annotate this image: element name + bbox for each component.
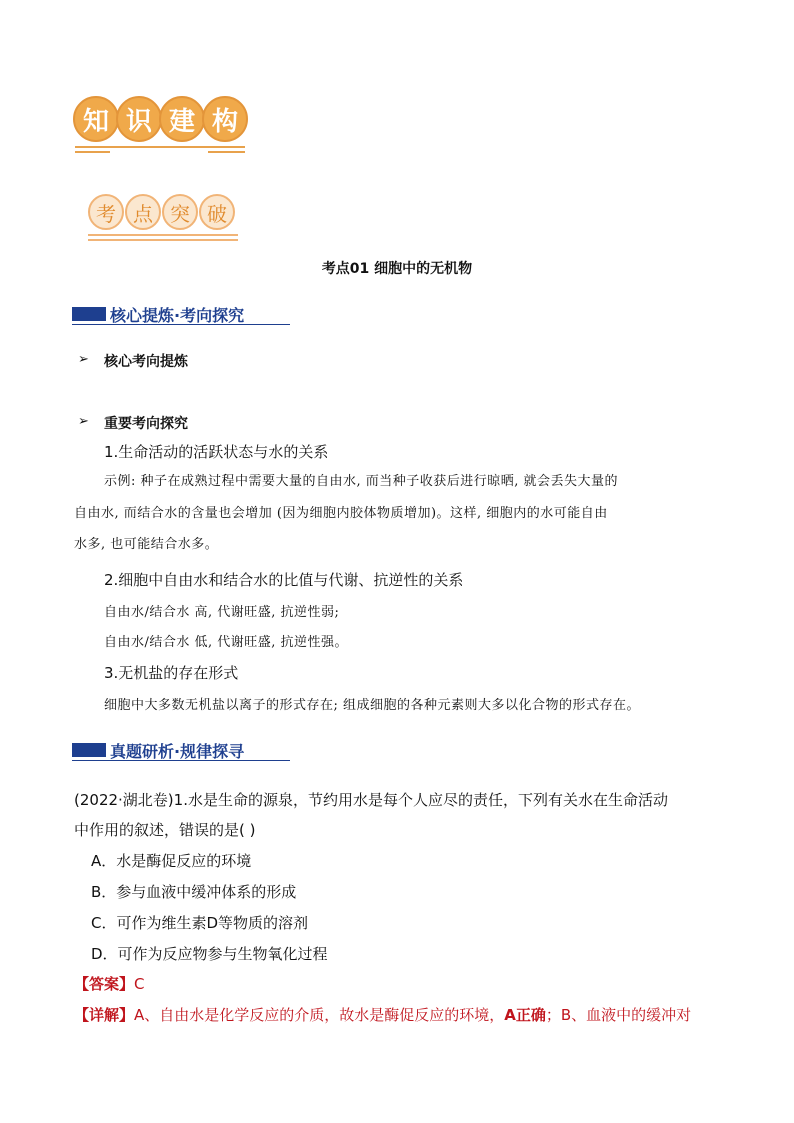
paragraph-line: 自由水, 而结合水的含量也会增加 (因为细胞内胶体物质增加)。这样, 细胞内的水可能自由 <box>74 506 608 521</box>
banner-char: 建 <box>159 96 205 142</box>
paragraph-line: 细胞中大多数无机盐以离子的形式存在; 组成细胞的各种元素则大多以化合物的形式存在。 <box>104 698 641 713</box>
arrow-bullet-icon: ➢ <box>78 414 89 429</box>
question-line: 中作用的叙述，错误的是( ) <box>74 821 256 839</box>
section-underline <box>72 324 290 325</box>
banner-char: 识 <box>116 96 162 142</box>
explain-text: A、自由水是化学反应的介质，故水是酶促反应的环境， <box>134 1006 505 1024</box>
banner-char: 点 <box>125 194 161 230</box>
banner-underline <box>75 151 110 153</box>
bullet-core: 核心考向提炼 <box>104 354 188 370</box>
banner-underline <box>208 151 245 153</box>
answer-label: 【答案】 <box>74 975 135 993</box>
question-line: (2022·湖北卷)1.水是生命的源泉，节约用水是每个人应尽的责任，下列有关水在生命活动 <box>74 791 668 809</box>
section-header-core <box>72 303 290 325</box>
knowledge-banner <box>73 96 248 156</box>
section-bar <box>72 743 106 757</box>
item1-title: 1.生命活动的活跃状态与水的关系 <box>104 443 329 461</box>
bullet-important: 重要考向探究 <box>104 416 188 432</box>
section-title: 核心提炼·考向探究 <box>110 306 245 325</box>
item3-title: 3.无机盐的存在形式 <box>104 664 239 682</box>
section-underline <box>72 760 290 761</box>
banner-char: 突 <box>162 194 198 230</box>
paragraph-line: 水多, 也可能结合水多。 <box>74 537 219 552</box>
banner-char: 破 <box>199 194 235 230</box>
paragraph-line: 自由水/结合水 高, 代谢旺盛, 抗逆性弱; <box>104 605 340 620</box>
explain-row <box>74 1004 691 1025</box>
section-title: 真题研析·规律探寻 <box>110 742 245 761</box>
option-d: D．可作为反应物参与生物氧化过程 <box>91 945 328 963</box>
paragraph-line: 自由水/结合水 低, 代谢旺盛, 抗逆性强。 <box>104 635 349 650</box>
item2-title: 2.细胞中自由水和结合水的比值与代谢、抗逆性的关系 <box>104 571 464 589</box>
banner-underline <box>75 146 245 148</box>
banner-underline <box>88 239 238 241</box>
option-c: C．可作为维生素D等物质的溶剂 <box>91 914 309 932</box>
option-a: A．水是酶促反应的环境 <box>91 852 252 870</box>
banner-char: 知 <box>73 96 119 142</box>
key-points-banner <box>88 194 248 250</box>
arrow-bullet-icon: ➢ <box>78 352 89 367</box>
explain-text: ；B、血液中的缓冲对 <box>545 1006 692 1024</box>
explain-verdict: A正确 <box>504 1006 546 1024</box>
answer-value: C <box>134 975 145 993</box>
banner-char: 构 <box>202 96 248 142</box>
topic-title: 考点01 细胞中的无机物 <box>321 261 473 277</box>
section-header-exam <box>72 739 290 761</box>
explain-label: 【详解】 <box>74 1006 135 1024</box>
option-b: B．参与血液中缓冲体系的形成 <box>91 883 297 901</box>
paragraph-line: 示例: 种子在成熟过程中需要大量的自由水, 而当种子收获后进行晾晒, 就会丢失大量的 <box>104 474 619 489</box>
banner-char: 考 <box>88 194 124 230</box>
section-bar <box>72 307 106 321</box>
answer-row <box>74 973 145 994</box>
banner-underline <box>88 234 238 236</box>
